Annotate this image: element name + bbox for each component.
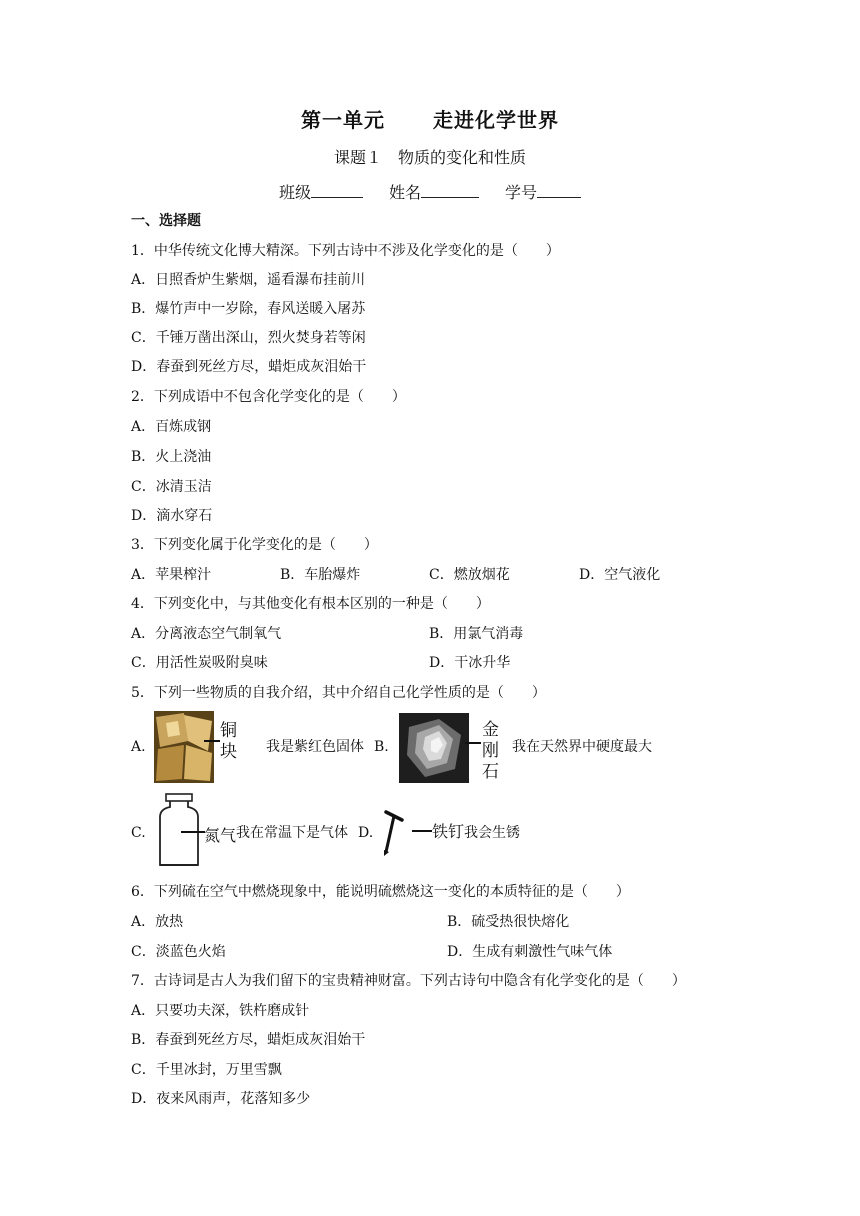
unit-name: 走进化学世界 xyxy=(433,108,559,132)
question-5-option-c-letter: C. xyxy=(131,825,146,841)
section-heading: 一、选择题 xyxy=(131,213,201,229)
question-4-option-a: A．分离液态空气制氧气 xyxy=(131,626,282,642)
question-3-stem: 3．下列变化属于化学变化的是（ ） xyxy=(131,537,378,553)
unit-number: 第一单元 xyxy=(301,108,385,132)
name-label: 姓名 xyxy=(388,183,421,202)
question-1-stem: 1．中华传统文化博大精深。下列古诗中不涉及化学变化的是（ ） xyxy=(131,243,560,259)
question-2-option-d: D．滴水穿石 xyxy=(131,508,213,524)
question-4-option-b: B．用氯气消毒 xyxy=(429,626,524,642)
question-3-option-c: C．燃放烟花 xyxy=(429,567,510,583)
question-2-stem: 2．下列成语中不包含化学变化的是（ ） xyxy=(131,389,406,405)
question-7-option-d: D．夜来风雨声，花落知多少 xyxy=(131,1091,311,1107)
bottle-pointer-line xyxy=(181,831,205,833)
name-blank[interactable] xyxy=(421,181,479,198)
class-label: 班级 xyxy=(278,183,311,202)
question-5-option-d-letter: D. xyxy=(358,825,374,841)
question-5-option-b-text: 我在天然界中硬度最大 xyxy=(512,739,652,755)
question-2-option-a: A．百炼成钢 xyxy=(131,419,212,435)
diamond-label-char-2: 刚 xyxy=(482,741,499,761)
nitrogen-label: 氮气 xyxy=(204,826,237,845)
question-7-option-a: A．只要功夫深，铁杵磨成针 xyxy=(131,1003,310,1019)
student-info-row xyxy=(0,180,860,203)
diamond-label-char-3: 石 xyxy=(482,762,499,782)
question-6-option-d: D．生成有刺激性气味气体 xyxy=(447,944,613,960)
diamond-label-char-1: 金 xyxy=(482,720,499,740)
question-5-option-d-text: 我会生锈 xyxy=(464,825,520,841)
question-2-option-b: B．火上浇油 xyxy=(131,449,212,465)
question-3-option-a: A．苹果榨汁 xyxy=(131,567,212,583)
question-6-option-a: A．放热 xyxy=(131,914,184,930)
question-6-option-c: C．淡蓝色火焰 xyxy=(131,944,226,960)
copper-label-char-2: 块 xyxy=(220,742,237,762)
question-5-stem: 5．下列一些物质的自我介绍，其中介绍自己化学性质的是（ ） xyxy=(131,685,546,701)
class-blank[interactable] xyxy=(311,181,363,198)
diamond-pointer-line xyxy=(465,742,481,744)
copper-block-photo xyxy=(154,711,214,783)
question-4-option-c: C．用活性炭吸附臭味 xyxy=(131,655,268,671)
unit-title xyxy=(0,104,860,133)
question-5-option-c-text: 我在常温下是气体 xyxy=(236,825,348,841)
question-7-stem: 7．古诗词是古人为我们留下的宝贵精神财富。下列古诗句中隐含有化学变化的是（ ） xyxy=(131,973,686,989)
question-6-option-b: B．硫受热很快熔化 xyxy=(447,914,570,930)
question-6-stem: 6．下列硫在空气中燃烧现象中，能说明硫燃烧这一变化的本质特征的是（ ） xyxy=(131,884,630,900)
iron-nail-icon xyxy=(380,808,436,858)
question-3-option-b: B．车胎爆炸 xyxy=(280,567,361,583)
question-1-option-a: A．日照香炉生紫烟，遥看瀑布挂前川 xyxy=(131,272,366,288)
question-4-option-d: D．干冰升华 xyxy=(429,655,511,671)
copper-pointer-line xyxy=(204,740,220,742)
question-1-option-b: B．爆竹声中一岁除，春风送暖入屠苏 xyxy=(131,301,366,317)
nail-label: 铁钉 xyxy=(432,822,465,841)
question-5-option-b-letter: B. xyxy=(374,739,389,755)
copper-label-char-1: 铜 xyxy=(220,721,237,741)
question-3-option-d: D．空气液化 xyxy=(579,567,661,583)
question-1-option-c: C．千锤万凿出深山，烈火焚身若等闲 xyxy=(131,330,366,346)
question-7-option-b: B．春蚕到死丝方尽，蜡炬成灰泪始干 xyxy=(131,1032,366,1048)
lesson-title: 课题１ 物质的变化和性质 xyxy=(333,148,526,167)
question-1-option-d: D．春蚕到死丝方尽，蜡炬成灰泪始干 xyxy=(131,359,367,375)
question-5-option-a-text: 我是紫红色固体 xyxy=(266,739,364,755)
nail-pointer-line xyxy=(412,830,432,832)
diamond-photo xyxy=(399,713,469,783)
question-2-option-c: C．冰清玉洁 xyxy=(131,479,212,495)
question-5-option-a-letter: A. xyxy=(131,739,146,755)
question-7-option-c: C．千里冰封，万里雪飘 xyxy=(131,1062,282,1078)
question-4-stem: 4．下列变化中，与其他变化有根本区别的一种是（ ） xyxy=(131,596,490,612)
number-label: 学号 xyxy=(505,183,538,202)
number-blank[interactable] xyxy=(537,181,581,198)
